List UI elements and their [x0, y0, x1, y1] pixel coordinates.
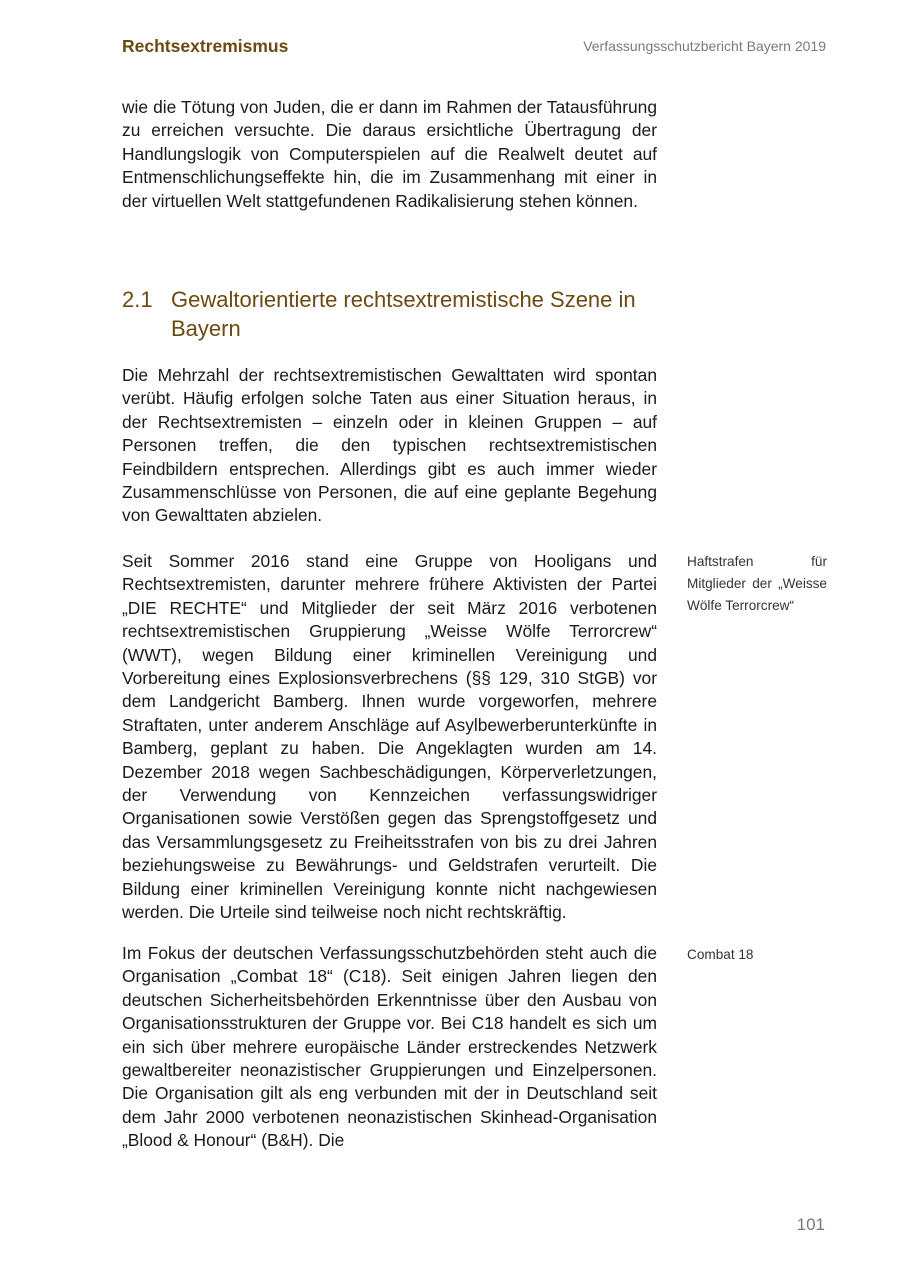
- paragraph-2: Seit Sommer 2016 stand eine Gruppe von Hooligans und Rechtsextremisten, darunter mehrere frühere Aktivisten der Partei „DIE RECHTE“ und Mitglieder der seit März 2016 verbotenen rechtsextremistischen Gruppierung „Weisse Wölfe Terrorcrew“ (WWT), wegen Bildung einer kriminellen Vereinigung und Vorbereitung eines Explosionsverbrechens (§§ 129, 310 StGB) vor dem Landgericht Bamberg. Ihnen wurde vorgeworfen, mehrere Straftaten, unter anderem Anschläge auf Asylbewerberunterkünfte in Bamberg, geplant zu haben. Die Angeklagten wurden am 14. Dezember 2018 wegen Sachbeschädigungen, Körperverletzungen, der Verwendung von Kennzeichen verfassungswidriger Organisationen sowie Verstößen gegen das Sprengstoffgesetz und das Versammlungsgesetz zu Freiheitsstrafen von bis zu drei Jahren beziehungsweise zu Bewährungs- und Geldstrafen verurteilt. Die Bildung einer kriminellen Vereinigung konnte nicht nachgewiesen werden. Die Urteile sind teilweise noch nicht rechtskräftig.: [122, 551, 657, 923]
- intro-paragraph-block: [122, 96, 657, 213]
- margin-note-combat-18: Combat 18: [687, 947, 754, 962]
- section-title: Gewaltorientierte rechtsextremistische Szene in Bayern: [171, 287, 636, 341]
- running-head-document-title: Verfassungsschutzbericht Bayern 2019: [583, 38, 826, 54]
- page-number: 101: [796, 1215, 825, 1234]
- paragraph-3: Im Fokus der deutschen Verfassungsschutzbehörden steht auch die Organisation „Combat 18“ (C18). Seit einigen Jahren liegen den deutschen Sicherheitsbehörden Erkenntnisse über den Ausbau von Organisationsstrukturen der Gruppe vor. Bei C18 handelt es sich um ein sich über mehrere europäische Länder erstreckendes Netzwerk gewaltbereiter neonazistischer Gruppierungen und Einzelpersonen. Die Organisation gilt als eng verbunden mit der in Deutschland seit dem Jahr 2000 verbotenen neonazistischen Skinhead-Organisation „Blood & Honour“ (B&H). Die: [122, 943, 657, 1151]
- running-head: [122, 36, 826, 60]
- paragraph-block-3: [122, 942, 657, 1153]
- margin-note-haftstrafen: Haftstrafen für Mitglieder der „Weisse Wölfe Terrorcrew“: [687, 554, 827, 613]
- running-head-section: Rechtsextremismus: [122, 36, 289, 56]
- paragraph-block-1: [122, 364, 657, 528]
- section-number: 2.1: [122, 287, 153, 312]
- paragraph-intro: wie die Tötung von Juden, die er dann im Rahmen der Tatausführung zu erreichen versuchte. Die daraus ersichtliche Übertragung der Handlungslogik von Computerspielen auf die Realwelt deutet auf Entmenschlichungseffekte hin, die im Zusammenhang mit einer in der virtuellen Welt stattgefundenen Radikalisierung stehen können.: [122, 97, 657, 211]
- paragraph-block-2: [122, 550, 657, 925]
- paragraph-1: Die Mehrzahl der rechtsextremistischen Gewalttaten wird spontan verübt. Häufig erfolgen solche Taten aus einer Situation heraus, in der Rechtsextremisten – einzeln oder in kleinen Gruppen – auf Personen treffen, die den typischen rechtsextremistischen Feindbildern entsprechen. Allerdings gibt es auch immer wieder Zusammenschlüsse von Personen, die auf eine geplante Begehung von Gewalttaten abzielen.: [122, 365, 657, 526]
